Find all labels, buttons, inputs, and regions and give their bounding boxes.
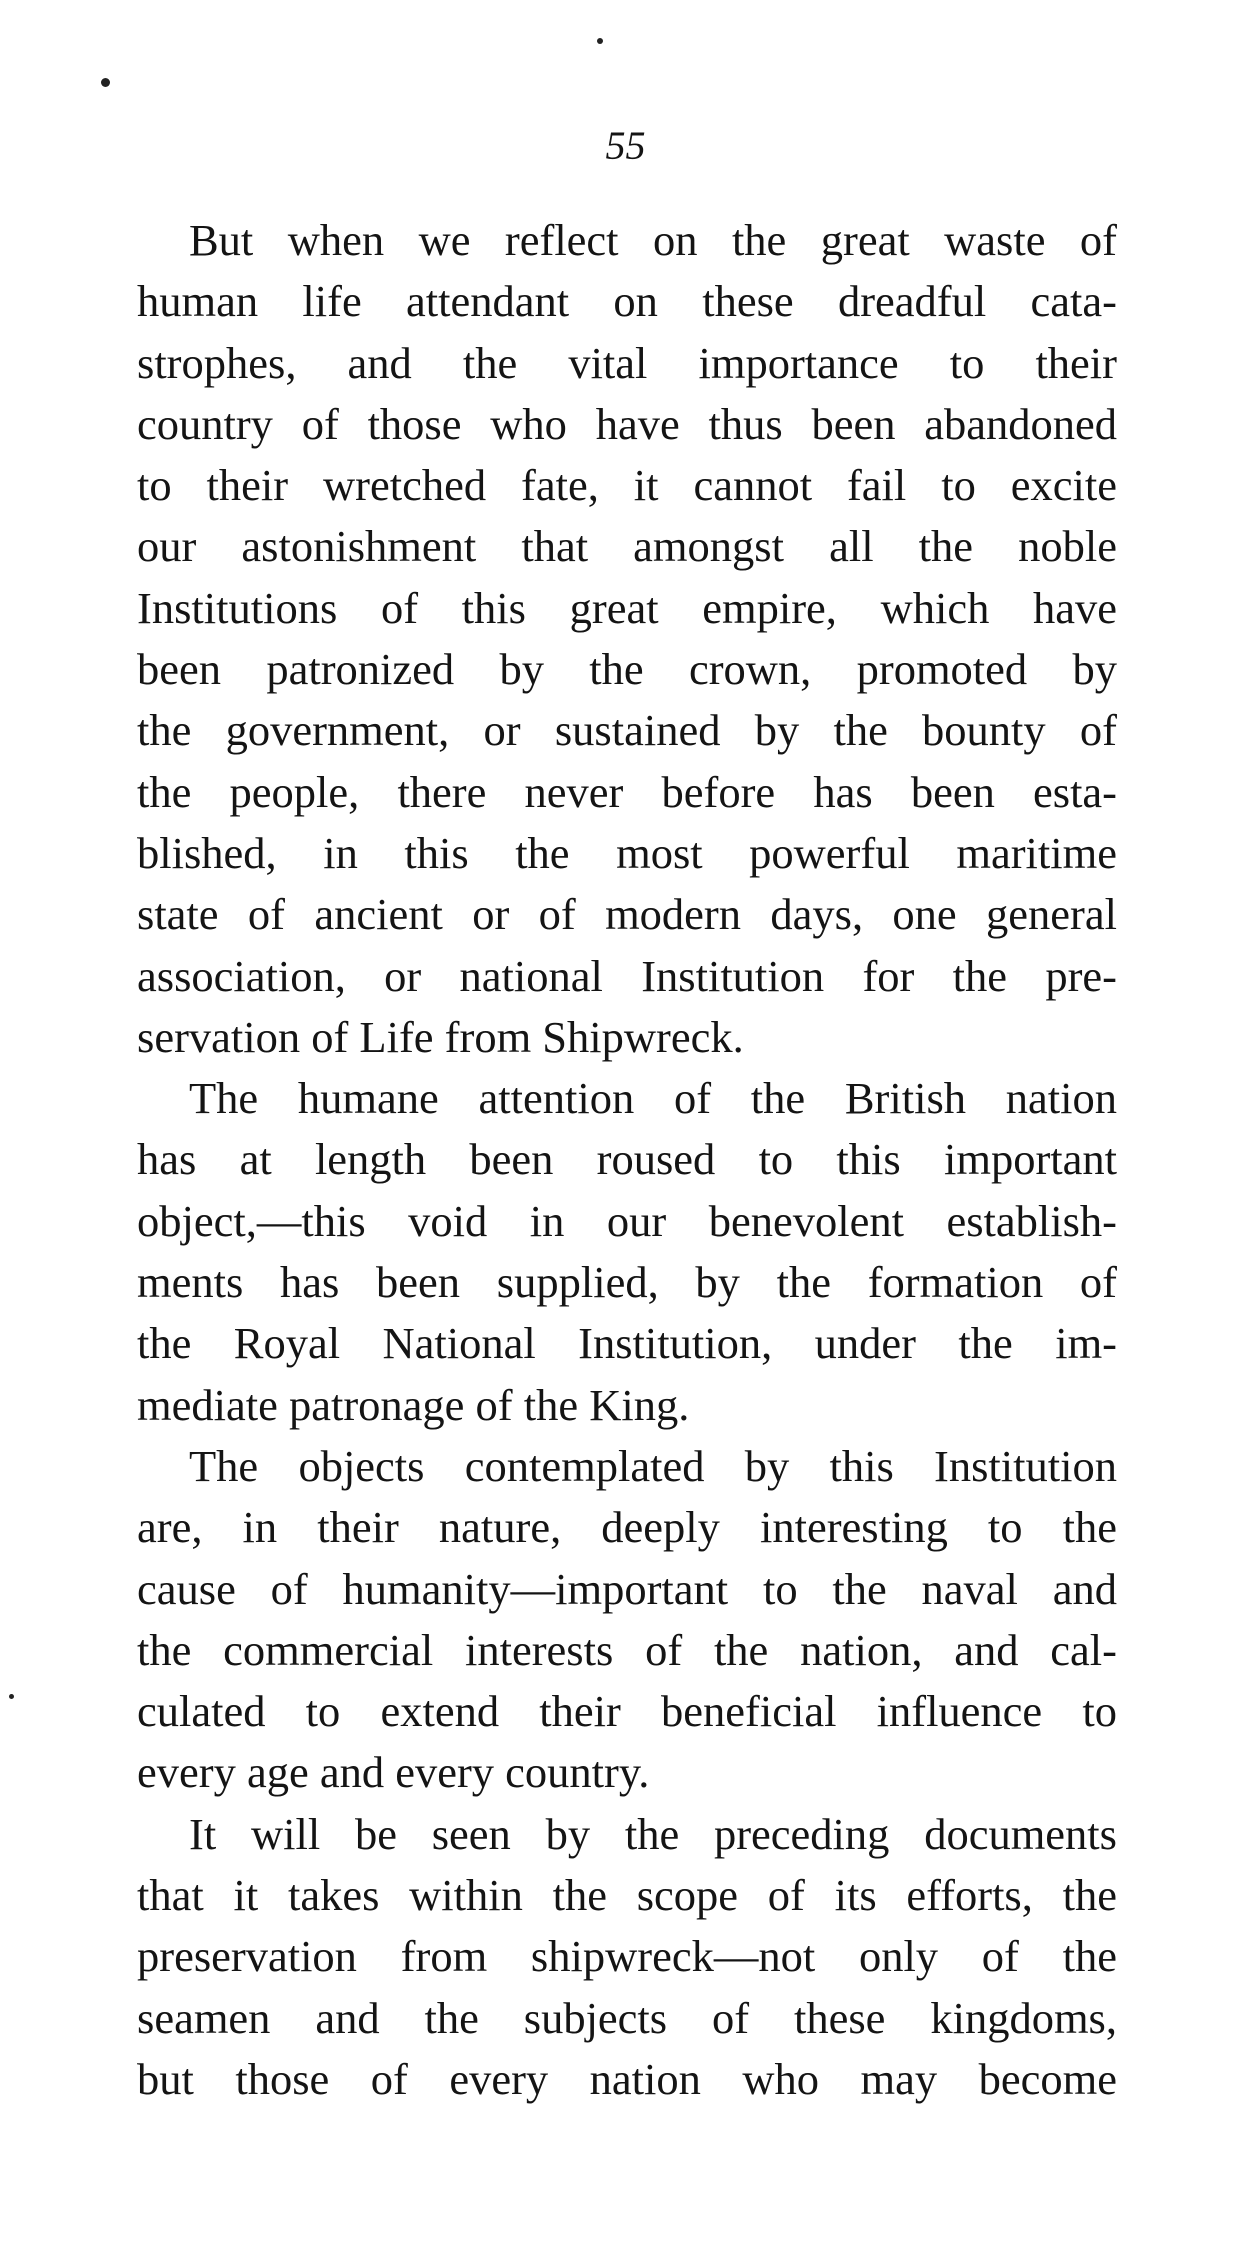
text-line: the commercial interests of the nation, and cal- [137, 1624, 1117, 1675]
text-line: mediate patronage of the King. [137, 1379, 690, 1430]
text-line: cause of humanity—important to the naval and [137, 1563, 1117, 1614]
text-line: Institutions of this great empire, which have [137, 582, 1117, 633]
text-line: the Royal National Institution, under the im- [137, 1318, 1117, 1369]
text-line: every age and every country. [137, 1747, 650, 1798]
text-line: preservation from shipwreck—not only of the [137, 1931, 1117, 1982]
text-line: country of those who have thus been abandoned [137, 398, 1117, 449]
page-number: 55 [605, 123, 646, 168]
text-line: our astonishment that amongst all the noble [137, 521, 1117, 572]
text-line: object,—this void in our benevolent establish- [137, 1195, 1117, 1246]
text-line: association, or national Institution for the pre- [137, 950, 1117, 1001]
text-line: ments has been supplied, by the formation of [137, 1257, 1117, 1308]
text-line: state of ancient or of modern days, one general [137, 889, 1117, 940]
text-line: been patronized by the crown, promoted by [137, 644, 1117, 695]
body-text [137, 210, 1117, 2110]
text-line: culated to extend their beneficial influence to [137, 1686, 1117, 1737]
text-line: The objects contemplated by this Institution [189, 1440, 1117, 1491]
text-line: But when we reflect on the great waste of [189, 215, 1117, 265]
text-line: are, in their nature, deeply interesting to the [137, 1502, 1117, 1553]
scan-speck [9, 1694, 14, 1699]
scan-speck [597, 38, 603, 44]
text-line: but those of every nation who may become [137, 2053, 1117, 2104]
text-line: that it takes within the scope of its efforts, the [137, 1870, 1117, 1921]
text-line: the government, or sustained by the bounty of [137, 705, 1117, 756]
text-line: the people, there never before has been esta- [137, 766, 1117, 817]
text-line: It will be seen by the preceding documents [189, 1808, 1117, 1859]
text-line: The humane attention of the British nation [189, 1073, 1117, 1124]
text-line: to their wretched fate, it cannot fail to excite [137, 460, 1117, 511]
scan-speck [101, 78, 110, 87]
text-line: servation of Life from Shipwreck. [137, 1011, 744, 1062]
text-line: human life attendant on these dreadful cata- [137, 276, 1117, 327]
text-line: seamen and the subjects of these kingdoms, [137, 1992, 1117, 2043]
text-line: blished, in this the most powerful maritime [137, 827, 1117, 878]
text-line: has at length been roused to this important [137, 1134, 1117, 1185]
text-line: strophes, and the vital importance to their [137, 337, 1117, 388]
